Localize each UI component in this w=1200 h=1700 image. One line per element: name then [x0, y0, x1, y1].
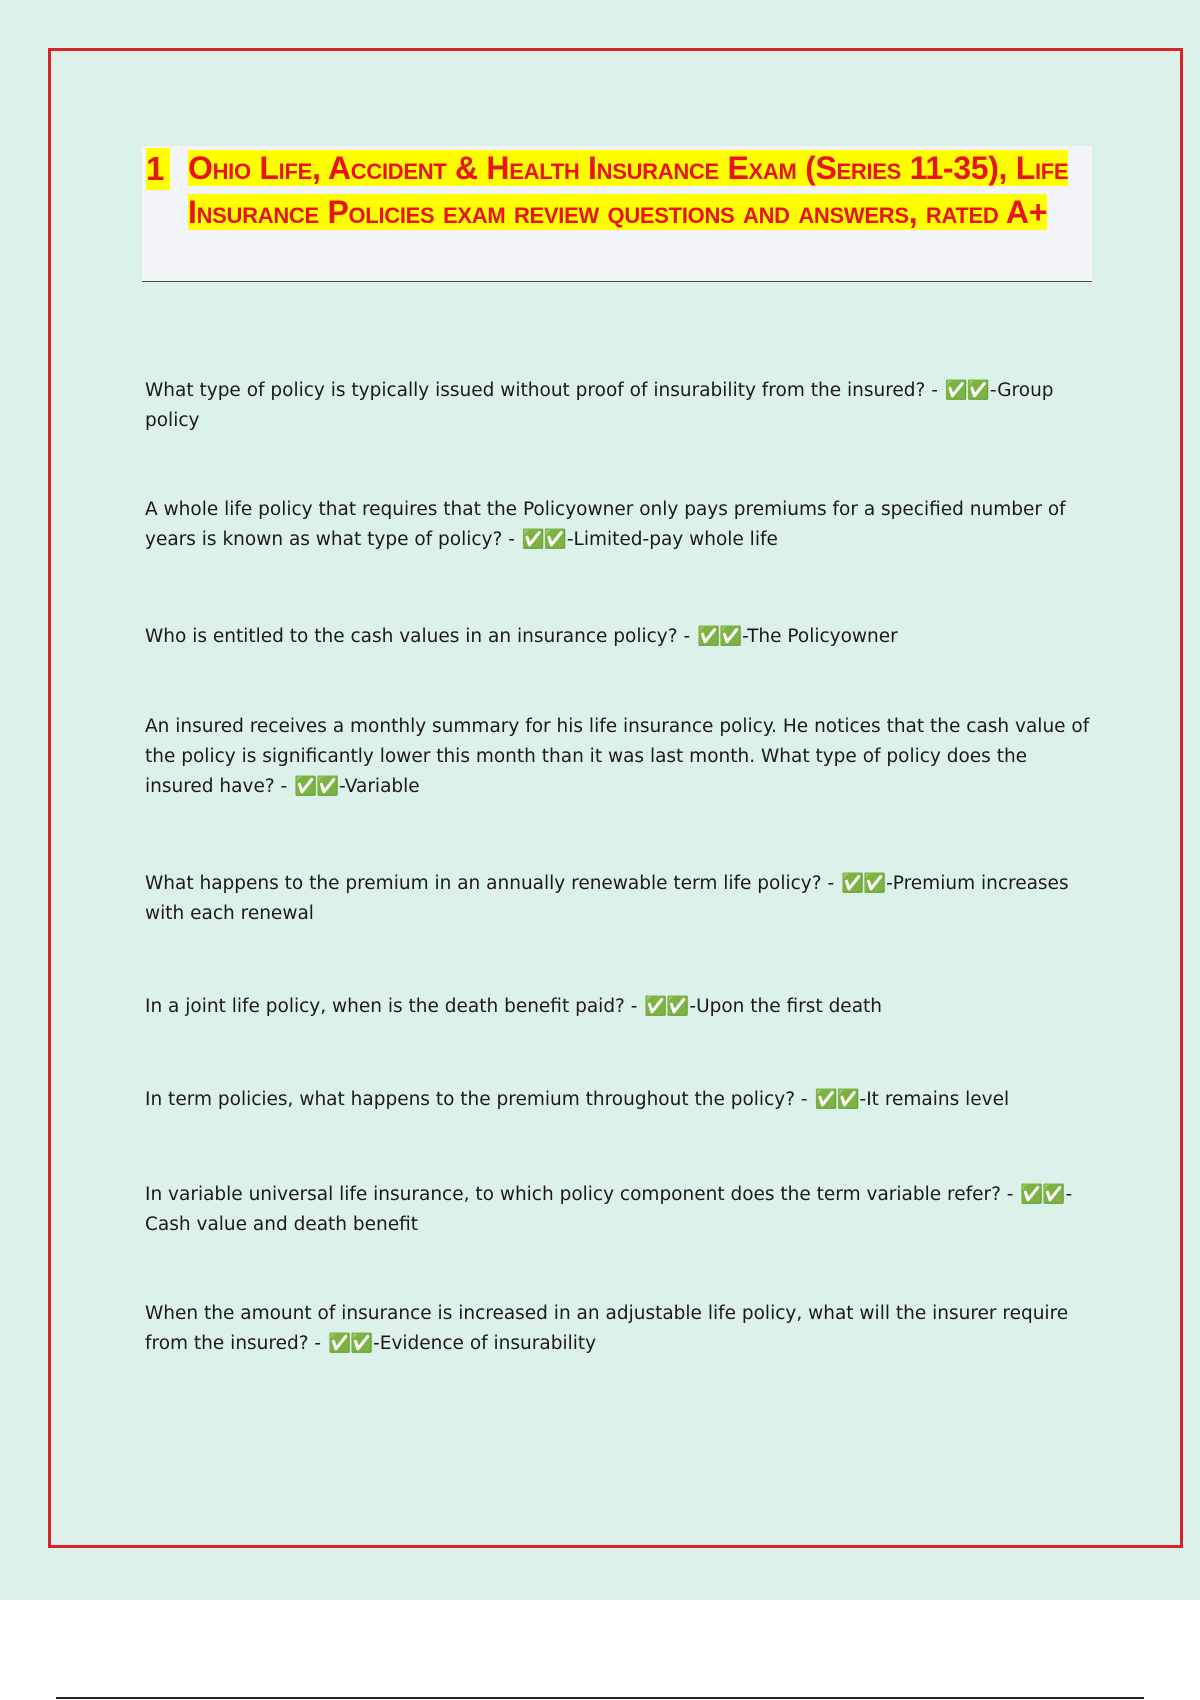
double-check-icon: ✅✅	[328, 1333, 373, 1354]
qa-item	[145, 622, 1095, 652]
heading-title	[188, 146, 1088, 234]
answer-text: -It remains level	[859, 1089, 1010, 1110]
qa-item	[145, 1180, 1095, 1240]
answer-text: -Evidence of insurability	[373, 1333, 597, 1354]
answer-text: -Cash value and death benefit	[145, 1184, 1073, 1235]
qa-item	[145, 376, 1095, 436]
double-check-icon: ✅✅	[814, 1089, 859, 1110]
double-check-icon: ✅✅	[521, 529, 566, 550]
answer-text: -Variable	[339, 776, 420, 797]
question-text: An insured receives a monthly summary for his life insurance policy. He notices that the cash value of the policy is significantly lower this month than it was last month. What type of policy does the insured have? -	[145, 716, 1090, 797]
answer-text: -Group policy	[145, 380, 1054, 431]
question-text: In term policies, what happens to the premium throughout the policy? -	[145, 1089, 808, 1110]
qa-item	[145, 1299, 1095, 1359]
answer-text: -Limited-pay whole life	[566, 529, 778, 550]
question-text: What type of policy is typically issued without proof of insurability from the insured? -	[145, 380, 938, 401]
question-text: In a joint life policy, when is the death benefit paid? -	[145, 996, 638, 1017]
document-heading	[142, 146, 1092, 282]
answer-text: -Upon the first death	[689, 996, 883, 1017]
qa-item	[145, 869, 1095, 929]
qa-item	[145, 1085, 1095, 1115]
answer-text: -The Policyowner	[742, 626, 898, 647]
question-text: A whole life policy that requires that the Policyowner only pays premiums for a specified number of years is known as what type of policy? -	[145, 499, 1066, 550]
answer-text: -Premium increases with each renewal	[145, 873, 1069, 924]
question-text: What happens to the premium in an annually renewable term life policy? -	[145, 873, 835, 894]
double-check-icon: ✅✅	[1020, 1184, 1065, 1205]
double-check-icon: ✅✅	[644, 996, 689, 1017]
double-check-icon: ✅✅	[697, 626, 742, 647]
double-check-icon: ✅✅	[841, 873, 886, 894]
heading-title-text: Ohio Life, Accident & Health Insurance Exam (Series 11-35), Life Insurance Policies exam review questions and answers, rated A+	[188, 150, 1069, 230]
heading-number: 1	[146, 148, 170, 190]
question-text: When the amount of insurance is increased in an adjustable life policy, what will the insurer require from the insured? -	[145, 1303, 1069, 1354]
qa-item	[145, 992, 1095, 1022]
double-check-icon: ✅✅	[944, 380, 989, 401]
footer-rule	[56, 1697, 1144, 1699]
qa-item	[145, 712, 1095, 802]
question-text: Who is entitled to the cash values in an insurance policy? -	[145, 626, 691, 647]
qa-item	[145, 495, 1095, 555]
question-text: In variable universal life insurance, to which policy component does the term variable refer? -	[145, 1184, 1014, 1205]
double-check-icon: ✅✅	[294, 776, 339, 797]
